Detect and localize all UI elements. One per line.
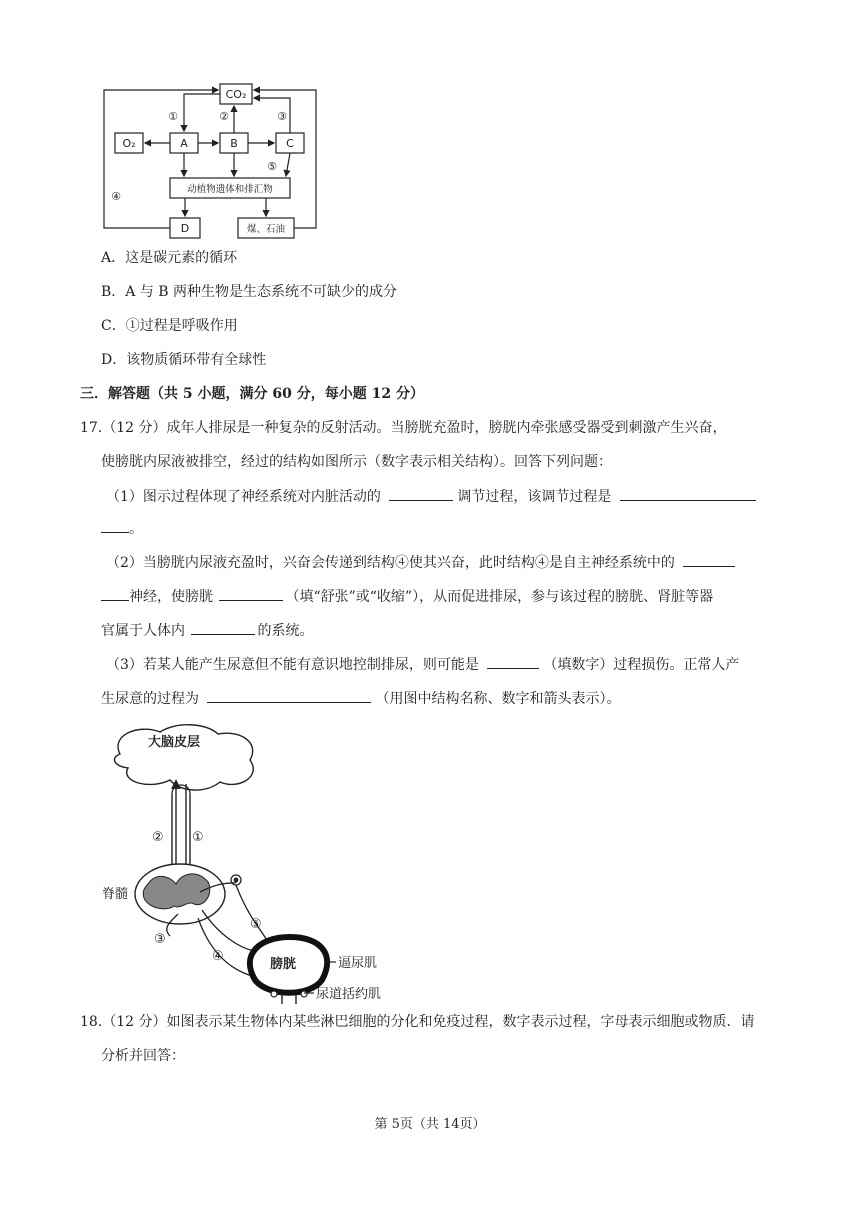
q17-part1-text-a: （1）图示过程体现了神经系统对内脏活动的 [106,489,381,505]
q17-part3 [106,654,739,675]
svg-text:O₂: O₂ [122,137,136,150]
svg-text:②: ② [152,830,164,845]
q17-part2-cont2 [101,620,313,641]
q17-line2: 使膀胱内尿液被排空，经过的结构如图所示（数字表示相关结构）。回答下列问题： [101,454,612,470]
svg-text:D: D [180,222,190,235]
q17-part3-cont [101,688,620,709]
svg-text:CO₂: CO₂ [225,88,247,101]
q17-part1 [106,486,756,507]
micturition-reflex-diagram [100,722,400,1007]
answer-blank[interactable] [389,486,453,501]
svg-text:A: A [180,137,188,150]
q17-part1-text-b: 调节过程，该调节过程是 [457,489,612,505]
q17-part1-cont [101,518,143,539]
svg-text:煤、石油: 煤、石油 [246,224,286,235]
answer-blank[interactable] [191,620,255,635]
answer-blank[interactable] [101,518,129,533]
svg-text:B: B [230,137,238,150]
answer-blank[interactable] [101,586,129,601]
svg-text:③: ③ [277,110,287,123]
option-d: D．该物质循环带有全球性 [101,352,267,368]
answer-blank[interactable] [219,586,283,601]
svg-text:动植物遗体和排汇物: 动植物遗体和排汇物 [187,184,273,195]
q17-part2-text-a: （2）当膀胱内尿液充盈时，兴奋会传递到结构④使其兴奋，此时结构④是自主神经系统中的 [106,555,675,571]
q17-part3-text-d: （用图中结构名称、数字和箭头表示）。 [375,691,621,707]
section-title: 三．解答题（共 5 小题，满分 60 分，每小题 12 分） [80,386,424,402]
q17-part2-text-b: 神经，使膀胱 [129,589,213,605]
q17-part3-text-a: （3）若某人能产生尿意但不能有意识地控制排尿，则可能是 [106,657,479,673]
svg-text:膀胱: 膀胱 [270,957,297,972]
answer-blank[interactable] [683,552,735,567]
answer-blank[interactable] [207,688,371,703]
q17-part2-text-c: （填“舒张”或“收缩”），从而促进排尿，参与该过程的膀胱、肾脏等器 [285,589,714,605]
svg-text:C: C [286,137,294,150]
svg-text:④: ④ [111,190,121,203]
svg-text:③: ③ [154,932,166,947]
svg-text:大脑皮层: 大脑皮层 [148,735,201,750]
svg-text:④: ④ [212,949,224,964]
q17-part2-text-d: 官属于人体内 [101,623,185,639]
svg-text:脊髓: 脊髓 [102,887,129,902]
option-a: A．这是碳元素的循环 [101,250,238,266]
q17-part3-text-b: （填数字）过程损伤。正常人产 [543,657,740,673]
svg-text:⑤: ⑤ [250,917,262,932]
carbon-cycle-diagram [100,82,330,244]
answer-blank[interactable] [487,654,539,669]
q18-line2: 分析并回答： [101,1048,185,1064]
q17-part1-end: 。 [129,521,143,537]
svg-text:逼尿肌: 逼尿肌 [338,956,378,971]
svg-text:①: ① [168,110,178,123]
q17-part2 [106,552,735,573]
svg-text:尿道括约肌: 尿道括约肌 [316,987,382,1002]
svg-text:①: ① [192,830,204,845]
q17-part2-text-e: 的系统。 [257,623,314,639]
q17-part3-text-c: 生尿意的过程为 [101,691,199,707]
q17-part2-cont [101,586,713,607]
page-footer: 第 5页（共 14页） [374,1117,486,1132]
answer-blank[interactable] [620,486,756,501]
svg-text:⑤: ⑤ [267,160,277,173]
option-c: C．①过程是呼吸作用 [101,318,238,334]
q18-line1: 18.（12 分）如图表示某生物体内某些淋巴细胞的分化和免疫过程，数字表示过程，字母表示细胞或物质．请 [80,1014,755,1030]
svg-text:②: ② [219,110,229,123]
option-b: B．A 与 B 两种生物是生态系统不可缺少的成分 [101,284,398,300]
q17-line1: 17.（12 分）成年人排尿是一种复杂的反射活动。当膀胱充盈时，膀胱内牵张感受器受到刺激产生兴奋， [80,420,727,436]
